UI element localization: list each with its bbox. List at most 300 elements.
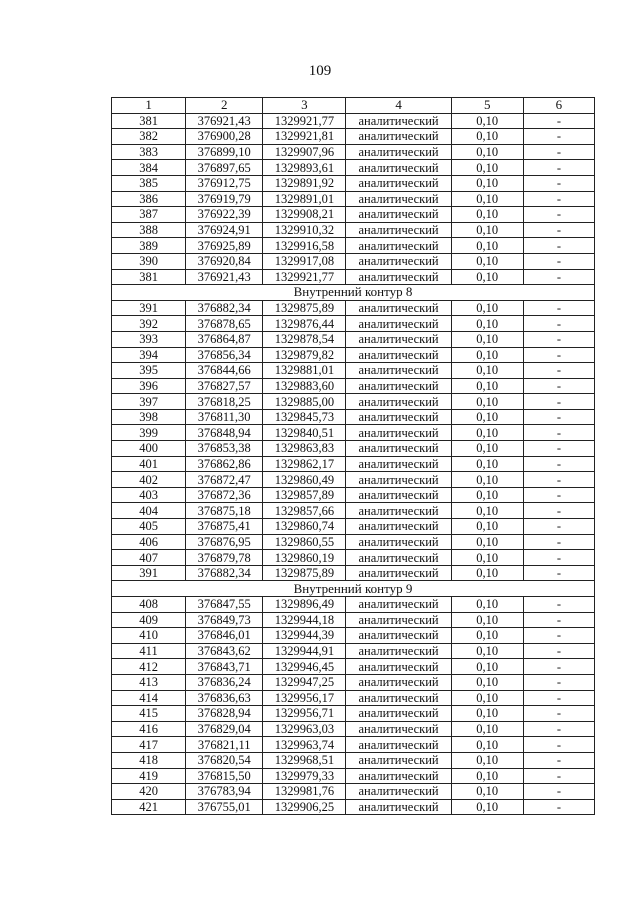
table-cell-col-3: 1329921,77 [263, 269, 346, 285]
table-cell-col-1: 403 [112, 487, 186, 503]
table-cell-col-1: 416 [112, 721, 186, 737]
table-cell-col-2: 376882,34 [186, 565, 263, 581]
table-row [112, 160, 595, 176]
table-cell-col-6: - [523, 784, 594, 800]
table-cell-col-1: 386 [112, 191, 186, 207]
table-row [112, 799, 595, 815]
table-row [112, 363, 595, 379]
table-cell-col-3: 1329883,60 [263, 378, 346, 394]
table-row [112, 129, 595, 145]
table-cell-col-3: 1329860,49 [263, 472, 346, 488]
table-cell-col-5: 0,10 [451, 113, 523, 129]
table-cell-col-5: 0,10 [451, 643, 523, 659]
table-cell-col-6: - [523, 363, 594, 379]
table-cell-col-6: - [523, 347, 594, 363]
section-header-row [112, 285, 595, 301]
table-cell-col-3: 1329908,21 [263, 207, 346, 223]
table-cell-col-2: 376836,24 [186, 674, 263, 690]
table-cell-col-6: - [523, 706, 594, 722]
table-cell-col-5: 0,10 [451, 737, 523, 753]
table-cell-col-6: - [523, 643, 594, 659]
table-cell-col-4: аналитический [346, 238, 451, 254]
table-cell-col-1: 394 [112, 347, 186, 363]
table-cell-col-2: 376818,25 [186, 394, 263, 410]
table-cell-col-1: 420 [112, 784, 186, 800]
table-cell-col-6: - [523, 799, 594, 815]
table-cell-col-3: 1329916,58 [263, 238, 346, 254]
table-cell-col-1: 384 [112, 160, 186, 176]
table-cell-col-4: аналитический [346, 441, 451, 457]
table-row [112, 222, 595, 238]
table-cell-col-3: 1329896,49 [263, 597, 346, 613]
table-cell-col-1: 419 [112, 768, 186, 784]
table-cell-col-4: аналитический [346, 331, 451, 347]
table-cell-col-3: 1329860,19 [263, 550, 346, 566]
table-cell-col-3: 1329840,51 [263, 425, 346, 441]
table-cell-col-4: аналитический [346, 643, 451, 659]
table-cell-col-5: 0,10 [451, 378, 523, 394]
table-cell-col-2: 376843,71 [186, 659, 263, 675]
table-cell-col-5: 0,10 [451, 441, 523, 457]
table-row [112, 706, 595, 722]
table-cell-col-5: 0,10 [451, 129, 523, 145]
table-cell-col-6: - [523, 690, 594, 706]
header-cell-col-5: 5 [451, 98, 523, 114]
table-cell-col-4: аналитический [346, 269, 451, 285]
table-cell-col-6: - [523, 659, 594, 675]
table-row [112, 752, 595, 768]
table-cell-col-5: 0,10 [451, 690, 523, 706]
table-cell-col-6: - [523, 191, 594, 207]
table-cell-col-4: аналитический [346, 425, 451, 441]
table-cell-col-5: 0,10 [451, 175, 523, 191]
table-cell-col-2: 376821,11 [186, 737, 263, 753]
table-cell-col-4: аналитический [346, 597, 451, 613]
table-row [112, 487, 595, 503]
table-cell-col-1: 406 [112, 534, 186, 550]
table-cell-col-2: 376849,73 [186, 612, 263, 628]
table-cell-col-1: 398 [112, 409, 186, 425]
table-row [112, 300, 595, 316]
table-cell-col-1: 405 [112, 519, 186, 535]
table-cell-col-2: 376879,78 [186, 550, 263, 566]
table-cell-col-4: аналитический [346, 737, 451, 753]
table-cell-col-4: аналитический [346, 207, 451, 223]
table-cell-col-2: 376820,54 [186, 752, 263, 768]
table-cell-col-5: 0,10 [451, 472, 523, 488]
table-cell-col-4: аналитический [346, 472, 451, 488]
header-row [112, 98, 595, 114]
table-cell-col-5: 0,10 [451, 799, 523, 815]
table-cell-col-2: 376925,89 [186, 238, 263, 254]
table-cell-col-1: 409 [112, 612, 186, 628]
table-cell-col-1: 418 [112, 752, 186, 768]
table-cell-col-1: 396 [112, 378, 186, 394]
table-cell-col-3: 1329879,82 [263, 347, 346, 363]
table-cell-col-3: 1329921,77 [263, 113, 346, 129]
table-cell-col-1: 404 [112, 503, 186, 519]
table-cell-col-4: аналитический [346, 316, 451, 332]
table-cell-col-2: 376827,57 [186, 378, 263, 394]
table-row [112, 690, 595, 706]
table-row [112, 659, 595, 675]
table-cell-col-5: 0,10 [451, 316, 523, 332]
table-cell-col-5: 0,10 [451, 674, 523, 690]
table-cell-col-6: - [523, 628, 594, 644]
table-cell-col-6: - [523, 550, 594, 566]
table-cell-col-6: - [523, 425, 594, 441]
table-cell-col-6: - [523, 222, 594, 238]
table-row [112, 519, 595, 535]
table-cell-col-5: 0,10 [451, 456, 523, 472]
section-title: Внутренний контур 8 [112, 285, 595, 301]
table-cell-col-6: - [523, 721, 594, 737]
table-cell-col-2: 376755,01 [186, 799, 263, 815]
header-cell-col-4: 4 [346, 98, 451, 114]
table-cell-col-2: 376862,86 [186, 456, 263, 472]
table-row [112, 316, 595, 332]
page-number: 109 [308, 63, 332, 79]
table-cell-col-1: 400 [112, 441, 186, 457]
section-header-row [112, 581, 595, 597]
table-row [112, 597, 595, 613]
table-cell-col-3: 1329981,76 [263, 784, 346, 800]
table-cell-col-3: 1329860,55 [263, 534, 346, 550]
table-cell-col-4: аналитический [346, 175, 451, 191]
table-row [112, 331, 595, 347]
table-row [112, 175, 595, 191]
table-row [112, 207, 595, 223]
table-cell-col-3: 1329917,08 [263, 253, 346, 269]
table-cell-col-2: 376864,87 [186, 331, 263, 347]
table-cell-col-3: 1329968,51 [263, 752, 346, 768]
table-cell-col-3: 1329910,32 [263, 222, 346, 238]
table-cell-col-1: 391 [112, 565, 186, 581]
table-cell-col-2: 376848,94 [186, 425, 263, 441]
table-cell-col-1: 421 [112, 799, 186, 815]
table-cell-col-1: 385 [112, 175, 186, 191]
table-cell-col-5: 0,10 [451, 550, 523, 566]
table-cell-col-3: 1329944,39 [263, 628, 346, 644]
table-cell-col-5: 0,10 [451, 160, 523, 176]
table-cell-col-1: 390 [112, 253, 186, 269]
table-cell-col-5: 0,10 [451, 394, 523, 410]
header-cell-col-3: 3 [263, 98, 346, 114]
table-cell-col-6: - [523, 612, 594, 628]
table-cell-col-5: 0,10 [451, 597, 523, 613]
table-cell-col-2: 376853,38 [186, 441, 263, 457]
table-row [112, 768, 595, 784]
header-cell-col-2: 2 [186, 98, 263, 114]
table-row [112, 737, 595, 753]
table-cell-col-3: 1329946,45 [263, 659, 346, 675]
table-cell-col-6: - [523, 752, 594, 768]
table-cell-col-5: 0,10 [451, 425, 523, 441]
table-cell-col-4: аналитический [346, 144, 451, 160]
table-cell-col-3: 1329845,73 [263, 409, 346, 425]
table-cell-col-4: аналитический [346, 394, 451, 410]
table-cell-col-3: 1329963,74 [263, 737, 346, 753]
table-cell-col-6: - [523, 674, 594, 690]
section-title: Внутренний контур 9 [112, 581, 595, 597]
table-cell-col-6: - [523, 207, 594, 223]
table-cell-col-2: 376847,55 [186, 597, 263, 613]
table-cell-col-5: 0,10 [451, 487, 523, 503]
table-cell-col-5: 0,10 [451, 347, 523, 363]
table-cell-col-6: - [523, 378, 594, 394]
table-cell-col-1: 408 [112, 597, 186, 613]
table-cell-col-2: 376899,10 [186, 144, 263, 160]
table-row [112, 425, 595, 441]
table-cell-col-3: 1329860,74 [263, 519, 346, 535]
table-cell-col-2: 376920,84 [186, 253, 263, 269]
table-cell-col-5: 0,10 [451, 503, 523, 519]
table-cell-col-5: 0,10 [451, 207, 523, 223]
table-cell-col-4: аналитический [346, 222, 451, 238]
table-cell-col-4: аналитический [346, 768, 451, 784]
table-row [112, 784, 595, 800]
table-cell-col-4: аналитический [346, 160, 451, 176]
table-cell-col-1: 389 [112, 238, 186, 254]
table-cell-col-4: аналитический [346, 534, 451, 550]
table-cell-col-2: 376922,39 [186, 207, 263, 223]
table-row [112, 550, 595, 566]
table-cell-col-2: 376815,50 [186, 768, 263, 784]
table-cell-col-3: 1329885,00 [263, 394, 346, 410]
table-cell-col-2: 376876,95 [186, 534, 263, 550]
table-cell-col-2: 376843,62 [186, 643, 263, 659]
table-row [112, 503, 595, 519]
table-cell-col-1: 417 [112, 737, 186, 753]
table-cell-col-2: 376878,65 [186, 316, 263, 332]
table-cell-col-3: 1329944,91 [263, 643, 346, 659]
table-cell-col-1: 411 [112, 643, 186, 659]
table-cell-col-4: аналитический [346, 503, 451, 519]
header-cell-col-6: 6 [523, 98, 594, 114]
table-cell-col-4: аналитический [346, 409, 451, 425]
table-row [112, 472, 595, 488]
table-row [112, 378, 595, 394]
table-row [112, 347, 595, 363]
table-row [112, 612, 595, 628]
table-cell-col-2: 376924,91 [186, 222, 263, 238]
table-cell-col-5: 0,10 [451, 784, 523, 800]
table-cell-col-2: 376836,63 [186, 690, 263, 706]
table-cell-col-3: 1329875,89 [263, 300, 346, 316]
table-cell-col-6: - [523, 394, 594, 410]
table-cell-col-2: 376900,28 [186, 129, 263, 145]
table-cell-col-6: - [523, 441, 594, 457]
table-cell-col-5: 0,10 [451, 191, 523, 207]
table-cell-col-3: 1329921,81 [263, 129, 346, 145]
table-cell-col-2: 376872,36 [186, 487, 263, 503]
table-cell-col-1: 401 [112, 456, 186, 472]
table-cell-col-2: 376921,43 [186, 113, 263, 129]
table-cell-col-2: 376875,41 [186, 519, 263, 535]
table-cell-col-3: 1329875,89 [263, 565, 346, 581]
table-cell-col-5: 0,10 [451, 269, 523, 285]
table-cell-col-2: 376811,30 [186, 409, 263, 425]
table-cell-col-2: 376897,65 [186, 160, 263, 176]
table-cell-col-6: - [523, 175, 594, 191]
table-cell-col-1: 381 [112, 269, 186, 285]
table-row [112, 441, 595, 457]
table-cell-col-5: 0,10 [451, 222, 523, 238]
table-row [112, 628, 595, 644]
table-cell-col-4: аналитический [346, 191, 451, 207]
table-cell-col-6: - [523, 737, 594, 753]
table-cell-col-4: аналитический [346, 612, 451, 628]
table-cell-col-2: 376828,94 [186, 706, 263, 722]
table-body [112, 113, 595, 815]
table-cell-col-5: 0,10 [451, 331, 523, 347]
table-cell-col-3: 1329906,25 [263, 799, 346, 815]
table-cell-col-4: аналитический [346, 253, 451, 269]
table-cell-col-1: 393 [112, 331, 186, 347]
table-cell-col-6: - [523, 269, 594, 285]
table-cell-col-6: - [523, 129, 594, 145]
table-cell-col-6: - [523, 253, 594, 269]
table-row [112, 113, 595, 129]
table-row [112, 643, 595, 659]
table-cell-col-6: - [523, 487, 594, 503]
table-cell-col-5: 0,10 [451, 706, 523, 722]
table-cell-col-2: 376856,34 [186, 347, 263, 363]
table-cell-col-4: аналитический [346, 721, 451, 737]
table-cell-col-3: 1329963,03 [263, 721, 346, 737]
coordinates-table [111, 97, 595, 815]
table-cell-col-1: 395 [112, 363, 186, 379]
table-cell-col-1: 392 [112, 316, 186, 332]
table-cell-col-5: 0,10 [451, 300, 523, 316]
table-row [112, 238, 595, 254]
table-cell-col-6: - [523, 768, 594, 784]
table-cell-col-4: аналитический [346, 456, 451, 472]
table-cell-col-1: 407 [112, 550, 186, 566]
table-cell-col-5: 0,10 [451, 238, 523, 254]
table-row [112, 565, 595, 581]
table-cell-col-3: 1329878,54 [263, 331, 346, 347]
table-cell-col-1: 412 [112, 659, 186, 675]
table-cell-col-1: 410 [112, 628, 186, 644]
table-cell-col-5: 0,10 [451, 409, 523, 425]
table-cell-col-5: 0,10 [451, 752, 523, 768]
table-cell-col-1: 387 [112, 207, 186, 223]
table-cell-col-4: аналитический [346, 347, 451, 363]
table-cell-col-6: - [523, 456, 594, 472]
table-cell-col-3: 1329979,33 [263, 768, 346, 784]
table-cell-col-5: 0,10 [451, 659, 523, 675]
table-row [112, 409, 595, 425]
table-cell-col-5: 0,10 [451, 144, 523, 160]
table-cell-col-2: 376844,66 [186, 363, 263, 379]
table-cell-col-1: 399 [112, 425, 186, 441]
table-cell-col-2: 376783,94 [186, 784, 263, 800]
table-cell-col-3: 1329862,17 [263, 456, 346, 472]
table-cell-col-4: аналитический [346, 784, 451, 800]
header-cell-col-1: 1 [112, 98, 186, 114]
table-row [112, 191, 595, 207]
table-row [112, 534, 595, 550]
table-cell-col-4: аналитический [346, 690, 451, 706]
table-cell-col-3: 1329893,61 [263, 160, 346, 176]
table-cell-col-5: 0,10 [451, 363, 523, 379]
table-cell-col-6: - [523, 331, 594, 347]
table-cell-col-4: аналитический [346, 752, 451, 768]
table-cell-col-3: 1329891,01 [263, 191, 346, 207]
table-cell-col-1: 381 [112, 113, 186, 129]
table-cell-col-2: 376912,75 [186, 175, 263, 191]
table-cell-col-1: 402 [112, 472, 186, 488]
table-cell-col-4: аналитический [346, 799, 451, 815]
table-cell-col-2: 376919,79 [186, 191, 263, 207]
table-row [112, 144, 595, 160]
table-cell-col-6: - [523, 144, 594, 160]
table-cell-col-6: - [523, 300, 594, 316]
table-cell-col-3: 1329907,96 [263, 144, 346, 160]
table-cell-col-4: аналитический [346, 129, 451, 145]
table-cell-col-6: - [523, 409, 594, 425]
table-cell-col-4: аналитический [346, 378, 451, 394]
table-header [112, 98, 595, 114]
table-cell-col-6: - [523, 472, 594, 488]
table-row [112, 456, 595, 472]
table-cell-col-1: 415 [112, 706, 186, 722]
table-cell-col-4: аналитический [346, 519, 451, 535]
table-cell-col-5: 0,10 [451, 253, 523, 269]
table-cell-col-3: 1329956,71 [263, 706, 346, 722]
table-cell-col-5: 0,10 [451, 519, 523, 535]
table-cell-col-3: 1329947,25 [263, 674, 346, 690]
table-cell-col-1: 383 [112, 144, 186, 160]
table-cell-col-4: аналитический [346, 300, 451, 316]
table-cell-col-6: - [523, 519, 594, 535]
table-cell-col-3: 1329891,92 [263, 175, 346, 191]
table-cell-col-3: 1329956,17 [263, 690, 346, 706]
table-cell-col-1: 388 [112, 222, 186, 238]
table-cell-col-4: аналитический [346, 487, 451, 503]
table-cell-col-1: 397 [112, 394, 186, 410]
table-cell-col-3: 1329876,44 [263, 316, 346, 332]
table-cell-col-4: аналитический [346, 550, 451, 566]
table-cell-col-2: 376846,01 [186, 628, 263, 644]
table-cell-col-4: аналитический [346, 363, 451, 379]
table-row [112, 394, 595, 410]
table-cell-col-1: 391 [112, 300, 186, 316]
table-cell-col-6: - [523, 238, 594, 254]
table-cell-col-3: 1329881,01 [263, 363, 346, 379]
table-cell-col-4: аналитический [346, 674, 451, 690]
table-cell-col-2: 376882,34 [186, 300, 263, 316]
table-cell-col-4: аналитический [346, 706, 451, 722]
table-cell-col-1: 382 [112, 129, 186, 145]
table-row [112, 253, 595, 269]
table-cell-col-5: 0,10 [451, 768, 523, 784]
table-cell-col-6: - [523, 565, 594, 581]
table-row [112, 721, 595, 737]
table-cell-col-3: 1329857,66 [263, 503, 346, 519]
table-cell-col-2: 376872,47 [186, 472, 263, 488]
table-cell-col-1: 413 [112, 674, 186, 690]
table-cell-col-5: 0,10 [451, 565, 523, 581]
table-row [112, 269, 595, 285]
table-cell-col-5: 0,10 [451, 721, 523, 737]
table-cell-col-4: аналитический [346, 565, 451, 581]
table-cell-col-6: - [523, 316, 594, 332]
table-cell-col-3: 1329944,18 [263, 612, 346, 628]
table-cell-col-5: 0,10 [451, 628, 523, 644]
table-cell-col-4: аналитический [346, 659, 451, 675]
